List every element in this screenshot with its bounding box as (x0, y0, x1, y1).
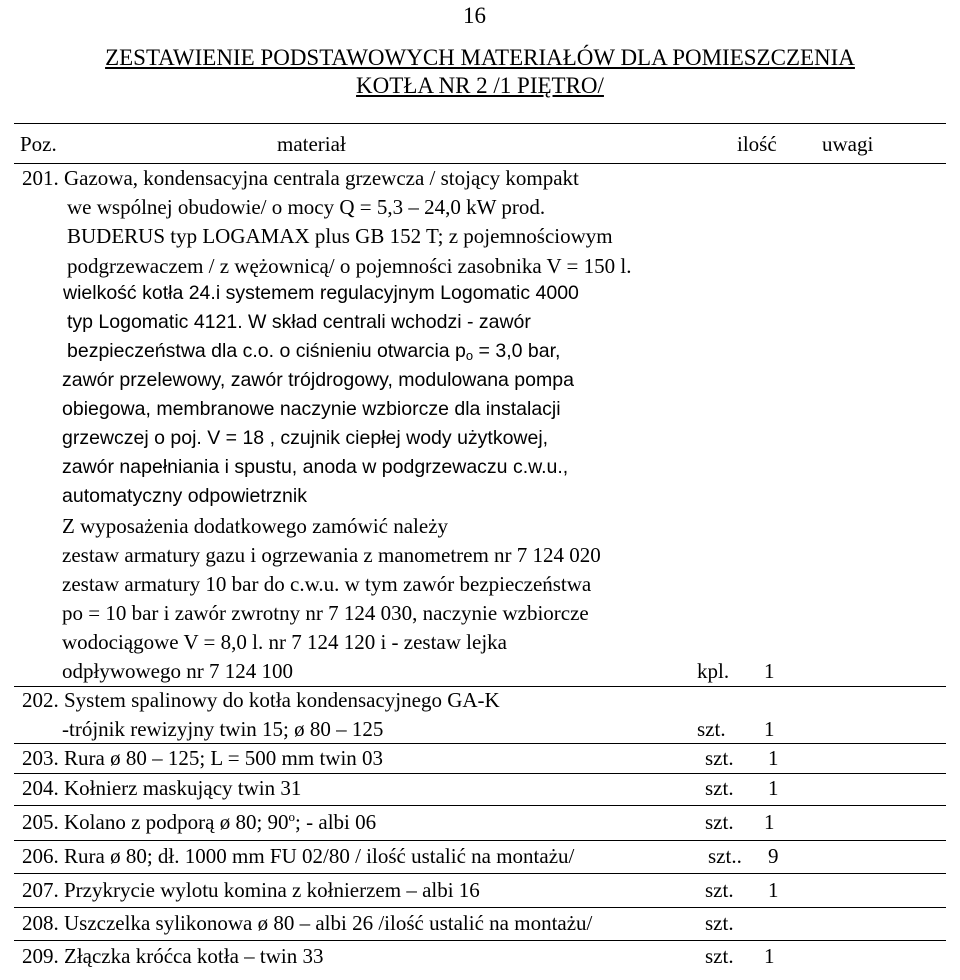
item-201-line-12: automatyczny odpowietrznik (62, 485, 307, 507)
item-201-line-7: bezpieczeństwa dla c.o. o ciśnieniu otwarcia $p_o = 3,0$ bar, (67, 340, 561, 363)
item-202-unit: szt. (697, 717, 726, 741)
item-201-line-17: wodociągowe V = 8,0 l. nr 7 124 120 i - zestaw lejka (62, 630, 507, 654)
header-bottom-rule (14, 163, 946, 164)
item-207-unit: szt. (705, 878, 734, 902)
item-201-line-4: podgrzewaczem / z wężownicą/ o pojemności zasobnika V = 150 l. (67, 254, 632, 278)
item-205-unit: szt. (705, 810, 734, 834)
item-202-line-2: -trójnik rewizyjny twin 15; ø 80 – 125 (62, 717, 384, 741)
item-205-qty: 1 (764, 810, 775, 834)
item-201-line-8: zawór przelewowy, zawór trójdrogowy, modulowana pompa (62, 369, 574, 391)
header-top-rule (14, 123, 946, 124)
item-208-unit: szt. (705, 911, 734, 935)
item-207-text: 207. Przykrycie wylotu komina z kołnierzem – albi 16 (22, 878, 480, 902)
row-rule-203 (14, 773, 946, 774)
item-203-qty: 1 (768, 746, 779, 770)
item-201-line-2: we wspólnej obudowie/ o mocy Q = 5,3 – 24,0 kW prod. (67, 195, 546, 219)
item-206-unit: szt.. (708, 844, 742, 868)
item-202-qty: 1 (764, 717, 775, 741)
header-ilosc: ilość (737, 132, 777, 156)
item-201-unit: kpl. (697, 659, 730, 683)
item-207-qty: 1 (768, 878, 779, 902)
item-201-line-13: Z wyposażenia dodatkowego zamówić należy (62, 514, 449, 538)
item-201-line-9: obiegowa, membranowe naczynie wzbiorcze dla instalacji (62, 398, 561, 420)
row-rule-201 (14, 686, 946, 687)
header-uwagi: uwagi (822, 132, 874, 156)
item-201-line-14: zestaw armatury gazu i ogrzewania z manometrem nr 7 124 020 (62, 543, 601, 567)
item-209-unit: szt. (705, 944, 734, 968)
item-208-text: 208. Uszczelka sylikonowa ø 80 – albi 26 /ilość ustalić na montażu/ (22, 911, 593, 935)
document-title-line2: KOTŁA NR 2 /1 PIĘTRO/ (356, 73, 604, 98)
row-rule-204 (14, 805, 946, 806)
row-rule-205 (14, 840, 946, 841)
header-material: materiał (277, 132, 346, 156)
item-201-line-15: zestaw armatury 10 bar do c.w.u. w tym zawór bezpieczeństwa (62, 572, 592, 596)
item-204-text: 204. Kołnierz maskujący twin 31 (22, 776, 302, 800)
item-201-line-18: odpływowego nr 7 124 100 (62, 659, 293, 683)
item-203-unit: szt. (705, 746, 734, 770)
item-201-line-3: BUDERUS typ LOGAMAX plus GB 152 T; z pojemnościowym (67, 224, 613, 248)
item-201-line-6: typ Logomatic 4121. W skład centrali wchodzi - zawór (67, 311, 531, 333)
item-201-line-10: grzewczej o poj. V = 18 , czujnik ciepłej wody użytkowej, (62, 427, 549, 449)
item-209-text: 209. Złączka króćca kotła – twin 33 (22, 944, 324, 968)
document-title-line1: ZESTAWIENIE PODSTAWOWYCH MATERIAŁÓW DLA POMIESZCZENIA (105, 45, 855, 70)
item-206-text: 206. Rura ø 80; dł. 1000 mm FU 02/80 / ilość ustalić na montażu/ (22, 844, 575, 868)
header-poz: Poz. (20, 132, 57, 156)
item-201-line-5: wielkość kotła 24.i systemem regulacyjnym Logomatic 4000 (63, 282, 579, 304)
item-204-unit: szt. (705, 776, 734, 800)
row-rule-207 (14, 907, 946, 908)
item-202-line-1: 202. System spalinowy do kotła kondensacyjnego GA-K (22, 688, 500, 712)
item-201-line-11: zawór napełniania i spustu, anoda w podgrzewaczu c.w.u., (62, 456, 569, 478)
row-rule-206 (14, 873, 946, 874)
row-rule-202 (14, 743, 946, 744)
item-201-qty: 1 (764, 659, 775, 683)
row-rule-208 (14, 940, 946, 941)
item-205-text: 205. Kolano z podporą ø 80; 90$^o$; - albi 06 (22, 809, 377, 834)
item-209-qty: 1 (764, 944, 775, 968)
item-203-text: 203. Rura ø 80 – 125; L = 500 mm twin 03 (22, 746, 384, 770)
item-204-qty: 1 (768, 776, 779, 800)
page-number: 16 (463, 3, 486, 28)
item-201-line-16: po = 10 bar i zawór zwrotny nr 7 124 030, naczynie wzbiorcze (62, 601, 589, 625)
item-201-line-1: 201. Gazowa, kondensacyjna centrala grzewcza / stojący kompakt (22, 166, 579, 190)
item-206-qty: 9 (768, 844, 779, 868)
